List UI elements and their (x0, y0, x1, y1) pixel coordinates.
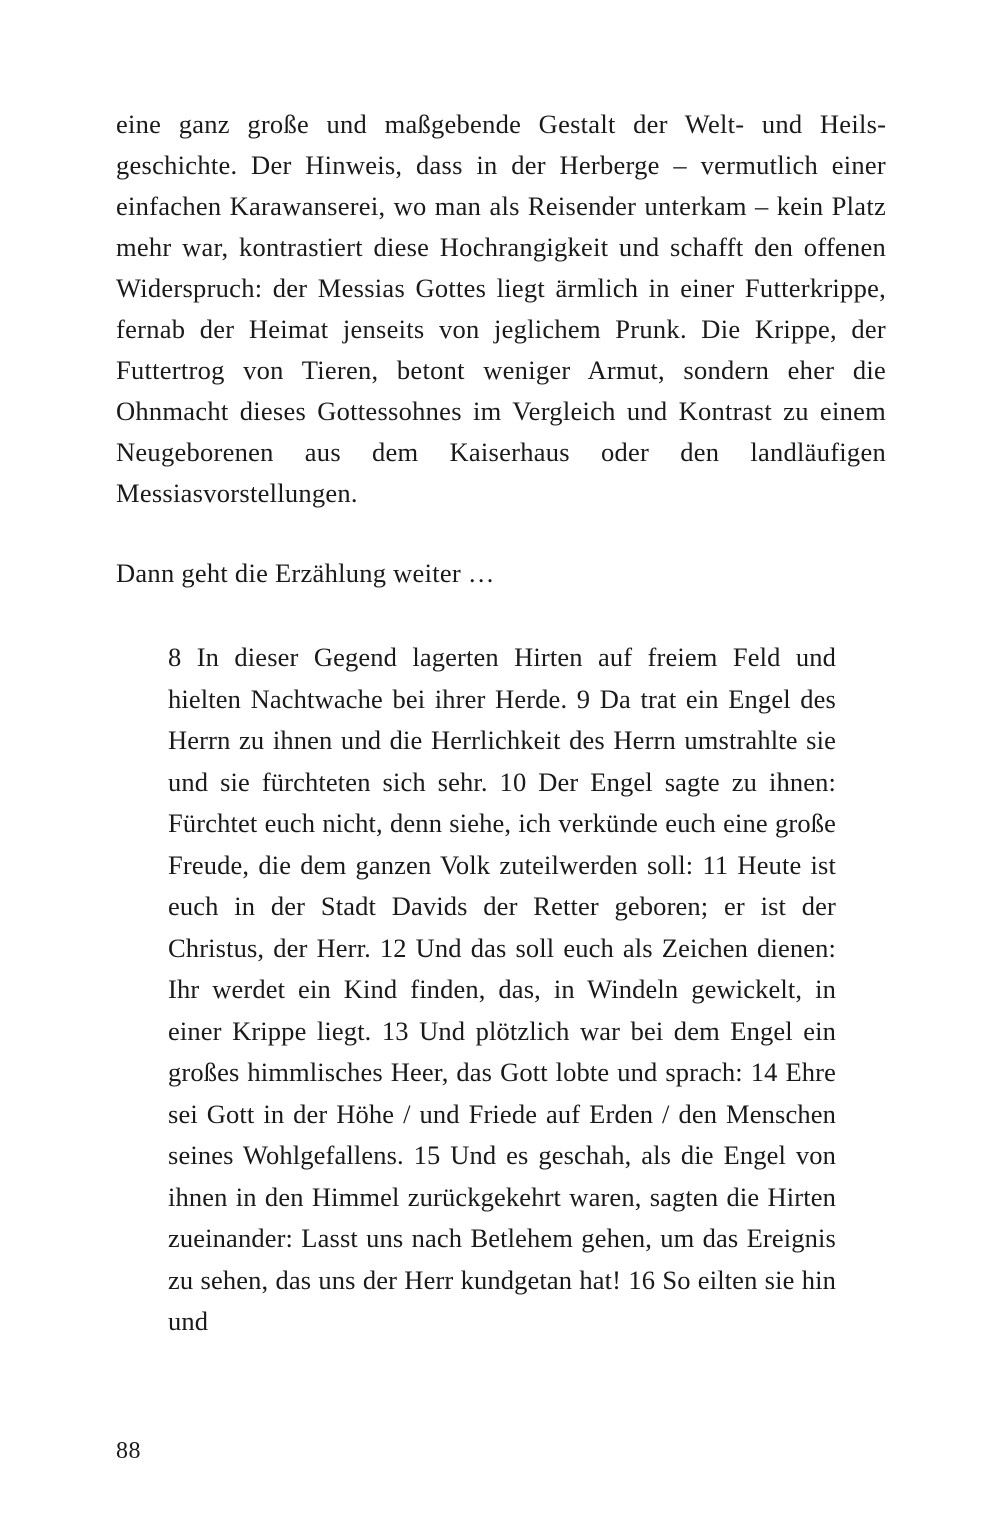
scripture-quote-text: 8 In dieser Gegend lagerten Hirten auf freiem Feld und hielten Nachtwache bei ihrer Herde. 9 Da trat ein Engel des Herrn zu ihnen und die Herrlichkeit des Herrn umstrahlte sie und sie fürchteten sich sehr. 10 Der Engel sagte zu ihnen: Fürchtet euch nicht, denn siehe, ich verkünde euch eine große Freude, die dem ganzen Volk zuteilwerden soll: 11 Heute ist euch in der Stadt Davids der Retter geboren; er ist der Christus, der Herr. 12 Und das soll euch als Zeichen dienen: Ihr werdet ein Kind finden, das, in Windeln gewickelt, in einer Krippe liegt. 13 Und plötzlich war bei dem Engel ein großes himmlisches Heer, das Gott lobte und sprach: 14 Ehre sei Gott in der Höhe / und Friede auf Erden / den Menschen seines Wohlgefallens. 15 Und es geschah, als die Engel von ihnen in den Himmel zurückgekehrt waren, sagten die Hirten zueinander: Lasst uns nach Betlehem gehen, um das Ereignis zu sehen, das uns der Herr kundgetan hat! 16 So eilten sie hin und (168, 642, 836, 1336)
text-column (116, 104, 886, 1343)
scripture-blockquote (116, 637, 886, 1343)
transition-line: Dann geht die Erzählung weiter … (116, 558, 495, 588)
body-paragraph: eine ganz große und maßgebende Gestalt der Welt- und Heilsgeschichte. Der Hinweis, dass in der Herberge – vermutlich einer einfachen Karawanserei, wo man als Reisender unterkam – kein Platz mehr war, kontrastiert diese Hochrangigkeit und schafft den offenen Widerspruch: der Messias Gottes liegt ärmlich in einer Futterkrippe, fernab der Heimat jenseits von jeglichem Prunk. Die Krippe, der Futtertrog von Tieren, betont weniger Armut, sondern eher die Ohnmacht dieses Gottessohnes im Vergleich und Kontrast zu einem Neugeborenen aus dem Kaiserhaus oder den landläufigen Messiasvorstellungen. (116, 109, 886, 508)
page-number: 88 (116, 1438, 141, 1464)
